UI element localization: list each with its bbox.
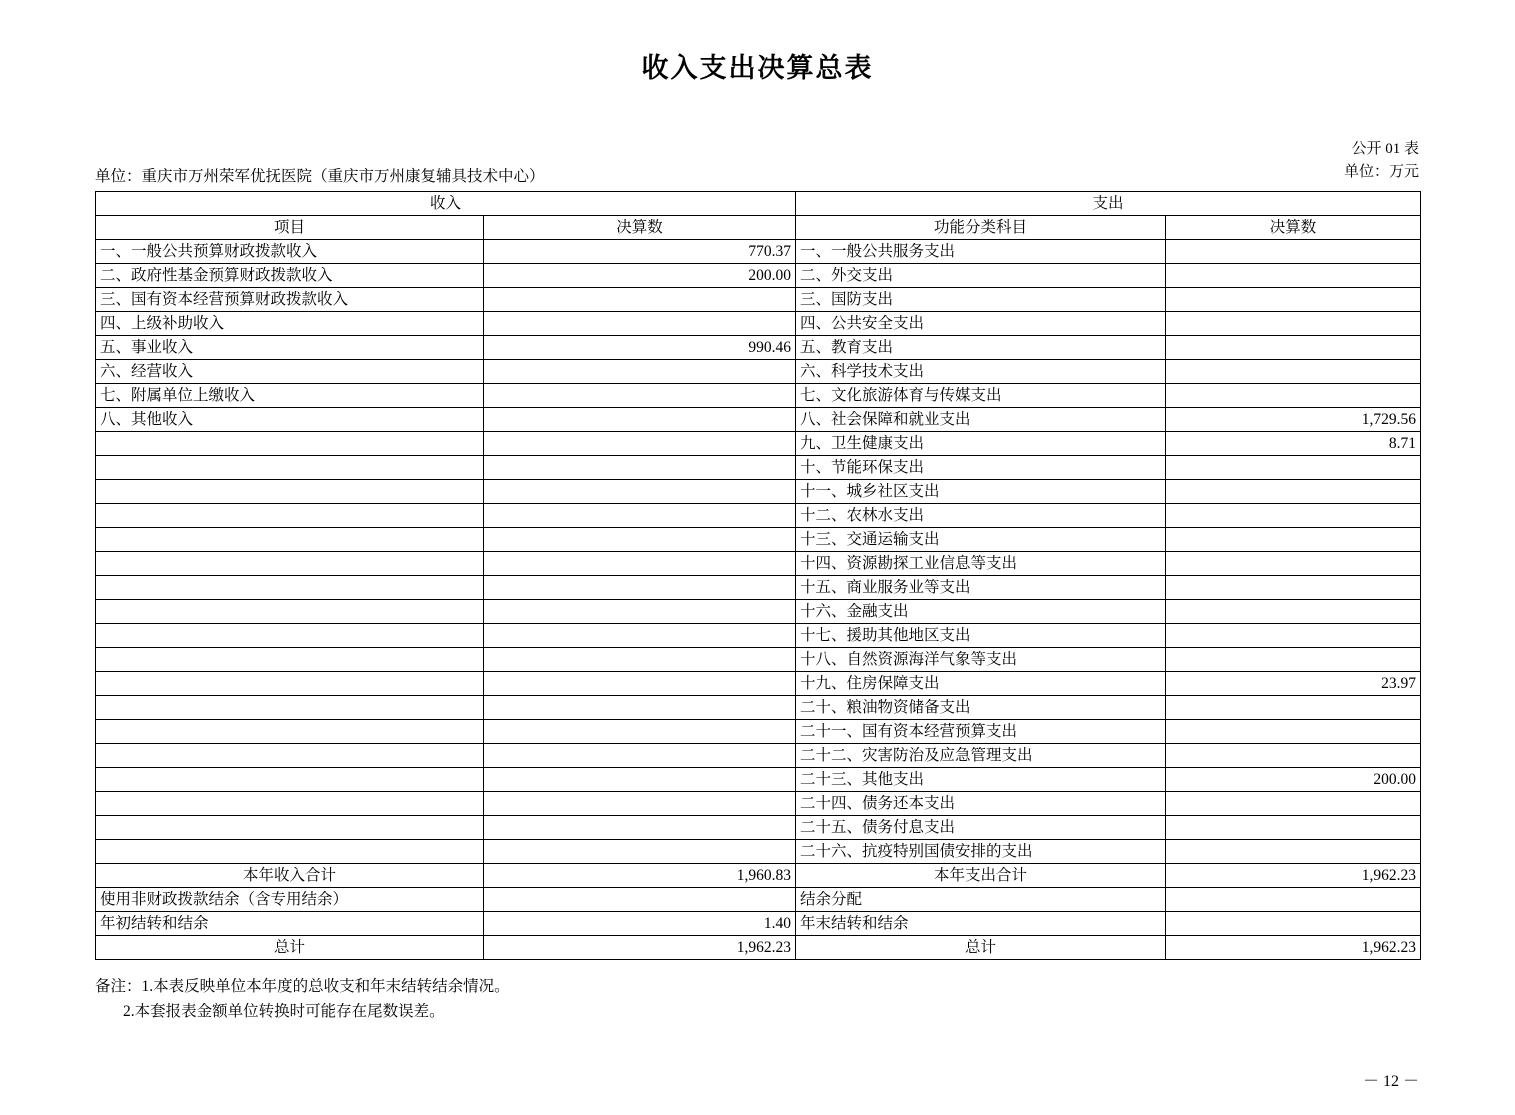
table-row [96,624,1421,648]
table-row [96,456,1421,480]
cell-expense-amount [1166,456,1421,480]
cell-income-item [96,624,484,648]
cell-income-amount [484,432,796,456]
cell-expense-amount [1166,312,1421,336]
table-row [96,288,1421,312]
group-header-income: 收入 [96,192,796,216]
cell-expense-amount: 8.71 [1166,432,1421,456]
cell-expense-amount [1166,840,1421,864]
table-row [96,408,1421,432]
cell-income-amount [484,456,796,480]
table-row [96,720,1421,744]
cell-expense-item: 三、国防支出 [796,288,1166,312]
table-row [96,264,1421,288]
cell-income-item [96,504,484,528]
cell-expense-item: 二十六、抗疫特别国债安排的支出 [796,840,1166,864]
cell-income-amount: 990.46 [484,336,796,360]
table-row [96,696,1421,720]
cell-expense-amount: 23.97 [1166,672,1421,696]
cell-income-item: 八、其他收入 [96,408,484,432]
cell-expense-amount [1166,576,1421,600]
document-page [0,46,1515,1115]
cell-income-amount: 200.00 [484,264,796,288]
cell-income-item: 一、一般公共预算财政拨款收入 [96,240,484,264]
note-line-1: 备注：1.本表反映单位本年度的总收支和年末结转结余情况。 [95,978,510,995]
cell-income-item [96,576,484,600]
cell-income-amount [484,480,796,504]
cell-income-amount [484,360,796,384]
cell-expense-item: 十、节能环保支出 [796,456,1166,480]
cell-expense-item: 十八、自然资源海洋气象等支出 [796,648,1166,672]
cell-income-item [96,552,484,576]
cell-income-amount [484,528,796,552]
table-row [96,768,1421,792]
cell-expense-item: 十三、交通运输支出 [796,528,1166,552]
cell-expense-item: 十二、农林水支出 [796,504,1166,528]
cell-expense-item: 二十四、债务还本支出 [796,792,1166,816]
group-header-expense: 支出 [796,192,1421,216]
cell-expense-amount: 1,962.23 [1166,936,1421,960]
cell-income-amount [484,288,796,312]
cell-income-item: 七、附属单位上缴收入 [96,384,484,408]
amount-unit-label: 单位：万元 [1343,164,1419,180]
cell-expense-item: 二十一、国有资本经营预算支出 [796,720,1166,744]
cell-income-amount [484,408,796,432]
table-row [96,672,1421,696]
cell-income-item [96,768,484,792]
table-row [96,384,1421,408]
cell-income-item [96,528,484,552]
cell-expense-item: 总计 [796,936,1166,960]
cell-income-amount [484,624,796,648]
cell-expense-amount [1166,384,1421,408]
cell-expense-item: 二十三、其他支出 [796,768,1166,792]
cell-income-amount [484,312,796,336]
cell-expense-amount [1166,600,1421,624]
page-title: 收入支出决算总表 [641,53,874,83]
notes-block [95,974,510,1024]
table-row [96,576,1421,600]
cell-income-item [96,792,484,816]
cell-expense-amount [1166,696,1421,720]
budget-table [95,191,1421,960]
table-row [96,600,1421,624]
table-row [96,840,1421,864]
table-summary-row [96,936,1421,960]
cell-income-item: 使用非财政拨款结余（含专用结余） [96,888,484,912]
cell-expense-amount [1166,792,1421,816]
cell-income-amount [484,768,796,792]
cell-income-amount: 1,960.83 [484,864,796,888]
cell-expense-item: 一、一般公共服务支出 [796,240,1166,264]
cell-expense-item: 八、社会保障和就业支出 [796,408,1166,432]
table-row [96,432,1421,456]
table-row [96,504,1421,528]
cell-income-item [96,600,484,624]
table-column-header-row [96,216,1421,240]
cell-income-amount [484,648,796,672]
note-line-2: 2.本套报表金额单位转换时可能存在尾数误差。 [123,1003,445,1020]
cell-expense-amount [1166,480,1421,504]
cell-expense-item: 年末结转和结余 [796,912,1166,936]
table-row [96,816,1421,840]
table-row [96,552,1421,576]
cell-income-amount [484,552,796,576]
cell-expense-amount [1166,888,1421,912]
cell-income-amount [484,720,796,744]
cell-expense-amount: 1,962.23 [1166,864,1421,888]
cell-income-amount [484,504,796,528]
cell-expense-item: 二、外交支出 [796,264,1166,288]
cell-income-amount [484,696,796,720]
cell-income-item [96,744,484,768]
table-row [96,528,1421,552]
cell-income-item: 二、政府性基金预算财政拨款收入 [96,264,484,288]
column-header-expense-item: 功能分类科目 [796,216,1166,240]
cell-income-item: 六、经营收入 [96,360,484,384]
column-header-income-item: 项目 [96,216,484,240]
cell-expense-item: 七、文化旅游体育与传媒支出 [796,384,1166,408]
cell-income-item [96,456,484,480]
table-row [96,744,1421,768]
cell-income-amount [484,672,796,696]
table-row [96,480,1421,504]
table-summary-row [96,888,1421,912]
cell-expense-item: 二十二、灾害防治及应急管理支出 [796,744,1166,768]
table-group-header-row [96,192,1421,216]
cell-expense-item: 十一、城乡社区支出 [796,480,1166,504]
table-row [96,648,1421,672]
cell-expense-item: 十四、资源勘探工业信息等支出 [796,552,1166,576]
cell-income-amount [484,888,796,912]
unit-name-label: 单位：重庆市万州荣军优抚医院（重庆市万州康复辅具技术中心） [95,168,545,185]
cell-expense-amount [1166,504,1421,528]
cell-income-item [96,480,484,504]
cell-expense-amount [1166,528,1421,552]
cell-expense-item: 四、公共安全支出 [796,312,1166,336]
cell-expense-amount [1166,816,1421,840]
cell-income-item [96,696,484,720]
table-body [96,192,1421,960]
cell-income-amount [484,384,796,408]
cell-expense-item: 二十五、债务付息支出 [796,816,1166,840]
cell-expense-amount: 1,729.56 [1166,408,1421,432]
cell-income-item [96,816,484,840]
table-row [96,336,1421,360]
cell-income-item [96,720,484,744]
cell-expense-amount [1166,912,1421,936]
cell-income-amount [484,576,796,600]
cell-income-item: 五、事业收入 [96,336,484,360]
cell-expense-amount [1166,288,1421,312]
table-summary-row [96,912,1421,936]
cell-expense-item: 十七、援助其他地区支出 [796,624,1166,648]
cell-income-item: 四、上级补助收入 [96,312,484,336]
cell-expense-amount [1166,552,1421,576]
cell-expense-item: 五、教育支出 [796,336,1166,360]
cell-income-amount [484,840,796,864]
table-row [96,792,1421,816]
table-row [96,312,1421,336]
cell-expense-item: 九、卫生健康支出 [796,432,1166,456]
cell-expense-item: 本年支出合计 [796,864,1166,888]
cell-expense-amount [1166,720,1421,744]
cell-income-amount: 1,962.23 [484,936,796,960]
cell-expense-amount [1166,648,1421,672]
cell-expense-amount [1166,744,1421,768]
cell-income-item: 本年收入合计 [96,864,484,888]
cell-expense-amount: 200.00 [1166,768,1421,792]
table-summary-row [96,864,1421,888]
cell-income-amount: 1.40 [484,912,796,936]
cell-income-amount [484,744,796,768]
cell-expense-amount [1166,240,1421,264]
column-header-income-amount: 决算数 [484,216,796,240]
cell-expense-amount [1166,624,1421,648]
cell-income-item [96,648,484,672]
cell-income-amount [484,792,796,816]
table-row [96,240,1421,264]
cell-expense-amount [1166,336,1421,360]
table-row [96,360,1421,384]
cell-income-item [96,672,484,696]
cell-income-amount [484,816,796,840]
cell-income-item [96,840,484,864]
cell-income-item: 总计 [96,936,484,960]
cell-expense-item: 结余分配 [796,888,1166,912]
cell-income-item: 三、国有资本经营预算财政拨款收入 [96,288,484,312]
cell-expense-item: 十九、住房保障支出 [796,672,1166,696]
cell-income-amount: 770.37 [484,240,796,264]
page-number: － 12 － [1362,1073,1419,1090]
cell-income-item: 年初结转和结余 [96,912,484,936]
cell-income-amount [484,600,796,624]
cell-expense-item: 六、科学技术支出 [796,360,1166,384]
cell-expense-item: 十六、金融支出 [796,600,1166,624]
cell-expense-amount [1166,360,1421,384]
form-code: 公开 01 表 [1351,141,1419,157]
cell-expense-item: 十五、商业服务业等支出 [796,576,1166,600]
column-header-expense-amount: 决算数 [1166,216,1421,240]
cell-expense-amount [1166,264,1421,288]
cell-income-item [96,432,484,456]
cell-expense-item: 二十、粮油物资储备支出 [796,696,1166,720]
